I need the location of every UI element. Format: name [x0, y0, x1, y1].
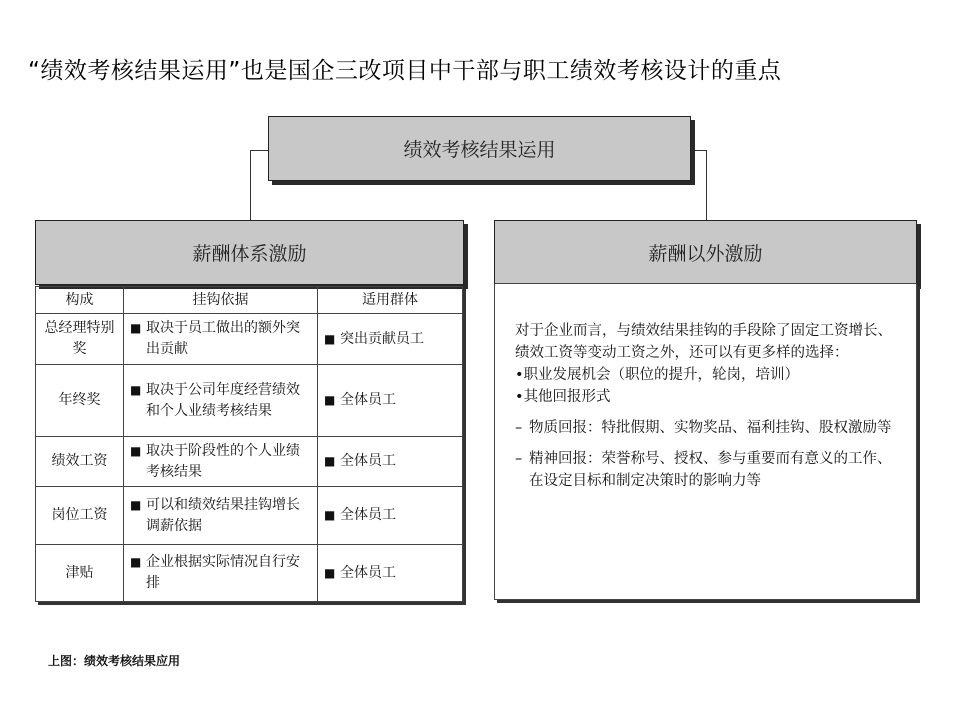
- panel-bullet: •其他回报形式: [515, 389, 611, 405]
- row-group: 全体员工: [340, 564, 396, 581]
- header-basis: 挂钩依据: [124, 287, 318, 314]
- row-name: 岗位工资: [36, 487, 124, 545]
- bullet-icon: ■: [130, 443, 142, 458]
- row-basis: 取决于公司年度经营绩效和个人业绩考核结果: [146, 381, 300, 419]
- row-name: 总经理特别奖: [36, 314, 124, 365]
- row-basis: 取决于员工做出的额外突出贡献: [146, 320, 300, 357]
- table-row: [36, 437, 463, 487]
- right-box: 薪酬以外激励: [494, 220, 917, 285]
- panel-dash-item: – 物质回报：特批假期、实物奖品、福利挂钩、股权激励等: [515, 420, 892, 436]
- table-row: [36, 365, 463, 437]
- row-basis: 企业根据实际情况自行安排: [146, 554, 300, 591]
- bullet-icon: ■: [324, 393, 336, 407]
- header-group: 适用群体: [318, 287, 463, 314]
- connector-top-left-h: [250, 150, 270, 151]
- row-group: 全体员工: [340, 507, 396, 523]
- figure-caption: 上图：绩效考核结果应用: [48, 654, 181, 668]
- table-row: [36, 314, 463, 365]
- page-title: “绩效考核结果运用”也是国企三改项目中干部与职工绩效考核设计的重点: [28, 58, 782, 84]
- row-basis: 取决于阶段性的个人业绩考核结果: [146, 442, 300, 480]
- header-composition: 构成: [36, 287, 124, 314]
- table-header-row: [36, 287, 463, 314]
- bullet-icon: ■: [130, 497, 142, 512]
- connector-top-left-v: [250, 150, 251, 220]
- row-basis: 可以和绩效结果挂钩增长调薪依据: [146, 496, 300, 534]
- table-row: [36, 545, 463, 602]
- top-box: 绩效考核结果运用: [268, 116, 691, 181]
- bullet-icon: ■: [324, 508, 336, 522]
- row-name: 津贴: [36, 545, 124, 602]
- bullet-icon: ■: [130, 321, 142, 335]
- left-box: 薪酬体系激励: [35, 220, 464, 285]
- row-group: 全体员工: [340, 392, 396, 408]
- row-group: 突出贡献员工: [340, 330, 424, 347]
- row-group: 全体员工: [340, 453, 396, 469]
- bullet-icon: ■: [324, 454, 336, 468]
- bullet-icon: ■: [130, 382, 142, 397]
- table-row: [36, 487, 463, 545]
- connector-top-right-v: [706, 150, 707, 220]
- bullet-icon: ■: [130, 555, 142, 569]
- panel-bullet: •职业发展机会（职位的提升，轮岗，培训）: [515, 367, 800, 383]
- bullet-icon: ■: [324, 331, 336, 346]
- bullet-icon: ■: [324, 565, 336, 580]
- incentive-table: [35, 286, 463, 602]
- non-salary-panel: [494, 283, 917, 600]
- row-name: 年终奖: [36, 365, 124, 437]
- panel-intro: 对于企业而言，与绩效结果挂钩的手段除了固定工资增长、绩效工资等变动工资之外，还可以有更多样的选择：: [515, 323, 892, 361]
- row-name: 绩效工资: [36, 437, 124, 487]
- panel-dash-item: – 精神回报：荣誉称号、授权、参与重要而有意义的工作、在设定目标和制定决策时的影响力等: [515, 451, 892, 489]
- connector-top-right-h: [690, 150, 707, 151]
